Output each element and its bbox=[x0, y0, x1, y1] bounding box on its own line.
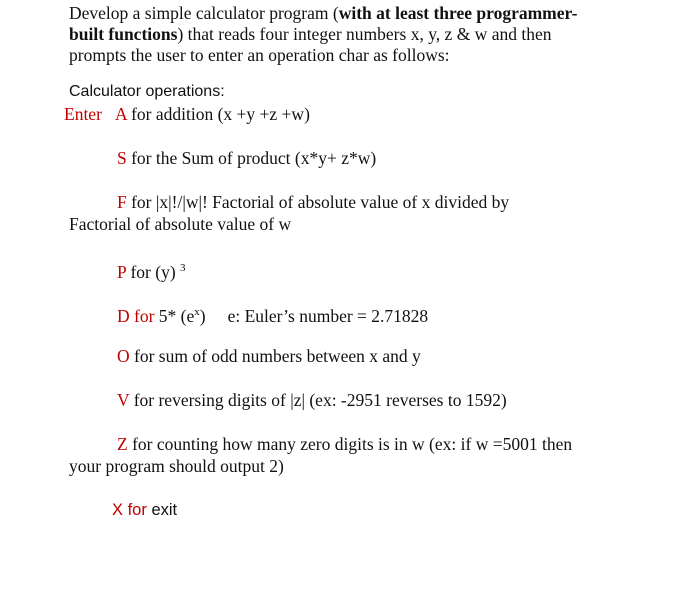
operation-key: D bbox=[117, 306, 130, 326]
operation-x bbox=[112, 499, 177, 521]
operation-desc: your program should output 2) bbox=[69, 456, 284, 476]
operation-key: F bbox=[117, 192, 127, 212]
operation-key: S bbox=[117, 148, 127, 168]
exponent: 3 bbox=[180, 262, 186, 274]
operation-desc-close: ) bbox=[199, 306, 206, 326]
operation-key: X bbox=[112, 501, 124, 519]
operation-p bbox=[117, 257, 186, 283]
intro-text: ) that reads four integer numbers x, y, z & w and then bbox=[177, 24, 552, 44]
operation-desc: for the Sum of product (x*y+ z*w) bbox=[126, 148, 377, 168]
operation-desc: for addition (x +y +z +w) bbox=[126, 104, 310, 124]
operation-a bbox=[64, 103, 310, 125]
operation-f bbox=[117, 191, 509, 213]
operation-desc: for (y) bbox=[126, 262, 181, 282]
operation-desc: for |x|!/|w|! Factorial of absolute value of x divided by bbox=[126, 192, 510, 212]
operation-key: P bbox=[117, 262, 127, 282]
intro-bold-text: built functions bbox=[69, 24, 178, 44]
operation-f-continued bbox=[69, 213, 291, 235]
operation-z bbox=[117, 433, 572, 455]
intro-line-3 bbox=[69, 44, 450, 66]
enter-label: Enter bbox=[64, 104, 102, 124]
operation-v bbox=[117, 389, 507, 411]
operation-z-continued bbox=[69, 455, 284, 477]
operation-key: A bbox=[115, 104, 127, 124]
exponent: x bbox=[194, 306, 200, 318]
intro-text: prompts the user to enter an operation char as follows: bbox=[69, 45, 450, 65]
operation-key: O bbox=[117, 346, 130, 366]
euler-note: e: Euler’s number = 2.71828 bbox=[227, 306, 429, 326]
operation-desc: 5* (e bbox=[154, 306, 195, 326]
operation-desc: exit bbox=[146, 501, 178, 519]
operation-key: V bbox=[117, 390, 130, 410]
operation-key: Z bbox=[117, 434, 128, 454]
operation-desc: Factorial of absolute value of w bbox=[69, 214, 292, 234]
operation-d bbox=[117, 301, 428, 327]
operation-s bbox=[117, 147, 376, 169]
operation-for: for bbox=[129, 306, 155, 326]
operation-o bbox=[117, 345, 421, 367]
intro-bold-text: with at least three programmer- bbox=[338, 3, 578, 23]
operation-desc: for reversing digits of |z| (ex: -2951 reverses to 1592) bbox=[129, 390, 507, 410]
section-heading: Calculator operations: bbox=[69, 83, 225, 100]
operation-desc: for counting how many zero digits is in w (ex: if w =5001 then bbox=[127, 434, 573, 454]
operation-desc: for sum of odd numbers between x and y bbox=[129, 346, 421, 366]
intro-text: Develop a simple calculator program ( bbox=[69, 3, 339, 23]
intro-line-2 bbox=[69, 23, 551, 45]
intro-line-1 bbox=[69, 2, 577, 24]
operation-for: for bbox=[123, 501, 147, 519]
